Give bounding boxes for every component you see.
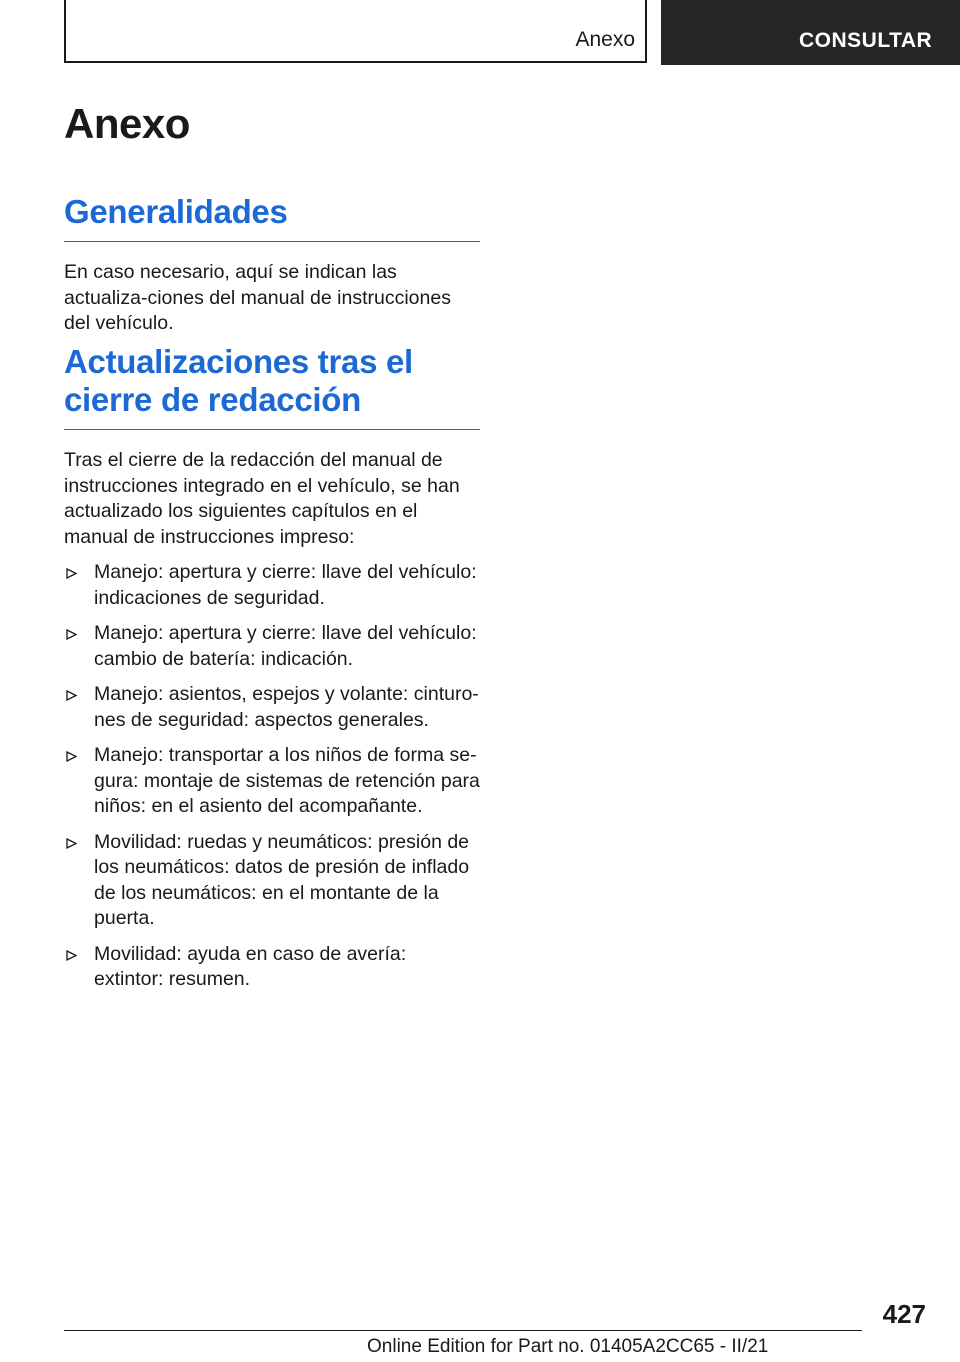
header-tab-consultar[interactable]: CONSULTAR: [661, 0, 960, 65]
list-item-text: Manejo: apertura y cierre: llave del vehículo: cambio de batería: indicación.: [94, 622, 477, 670]
header-section-label: Anexo: [575, 28, 635, 51]
list-item-text: Movilidad: ayuda en caso de avería: extintor: resumen.: [94, 942, 407, 990]
section-heading-generalidades: Generalidades: [64, 193, 480, 242]
section-generalidades: [64, 193, 480, 337]
list-item-text: Movilidad: ruedas y neumáticos: presión de los neumáticos: datos de presión de inflado de los neumáticos: en el montante de la puerta.: [94, 830, 470, 929]
triangle-right-outline-icon: [66, 838, 77, 849]
triangle-right-outline-icon: [66, 751, 77, 762]
list-item-text: Manejo: asientos, espejos y volante: cinturo-nes de seguridad: aspectos generales.: [94, 683, 479, 731]
triangle-right-outline-icon: [66, 690, 77, 701]
list-item: [64, 830, 480, 932]
list-item: [64, 621, 480, 672]
section-paragraph-generalidades: En caso necesario, aquí se indican las actualiza-ciones del manual de instrucciones del vehículo.: [64, 261, 451, 334]
section-paragraph-actualizaciones: Tras el cierre de la redacción del manual de instrucciones integrado en el vehículo, se han actualizado los siguientes capítulos en el manual de instrucciones impreso:: [64, 449, 460, 548]
header-frame: [64, 0, 647, 63]
list-item: [64, 560, 480, 611]
page-number: 427: [882, 1299, 926, 1329]
list-item-text: Manejo: apertura y cierre: llave del vehículo: indicaciones de seguridad.: [94, 561, 477, 609]
section-heading-actualizaciones: Actualizaciones tras el cierre de redacción: [64, 343, 480, 430]
list-item-text: Manejo: transportar a los niños de forma se-gura: montaje de sistemas de retención para niños: en el asiento del acompañante.: [94, 744, 480, 817]
list-item: [64, 743, 480, 820]
update-list: [64, 560, 480, 993]
chapter-title: Anexo: [64, 100, 190, 147]
list-item: [64, 682, 480, 733]
edition-note: Online Edition for Part no. 01405A2CC65 - II/21: [367, 1336, 769, 1357]
triangle-right-outline-icon: [66, 629, 77, 640]
footer-divider: [64, 1330, 862, 1331]
triangle-right-outline-icon: [66, 950, 77, 961]
list-item: [64, 942, 480, 993]
triangle-right-outline-icon: [66, 568, 77, 579]
section-actualizaciones: [64, 343, 480, 1003]
